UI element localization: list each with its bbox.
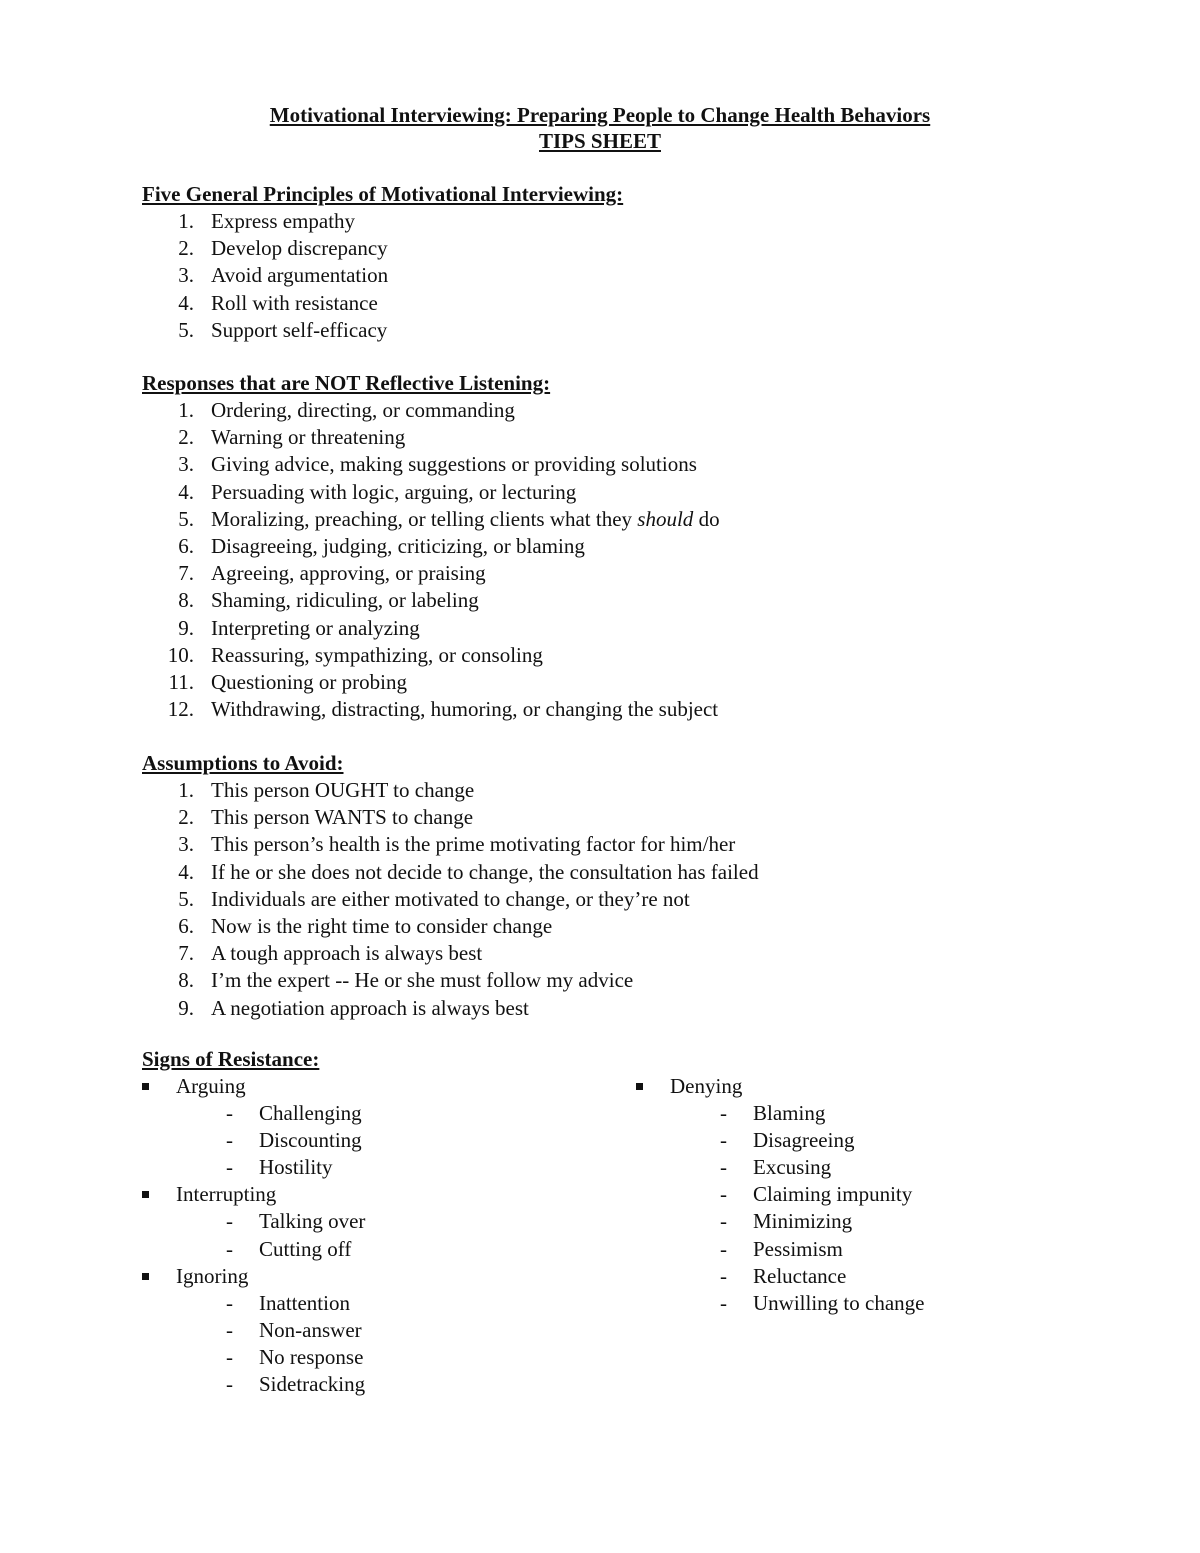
resistance-subitem (636, 1127, 1136, 1154)
list-item-text: Questioning or probing (211, 669, 407, 694)
list-item (142, 587, 1142, 614)
list-item (142, 615, 1142, 642)
list-item-number: 4. (178, 479, 194, 504)
list-item-text: Support self-efficacy (211, 317, 388, 342)
title-line-2: TIPS SHEET (539, 129, 661, 153)
list-item (142, 560, 1142, 587)
principles-section (142, 181, 1142, 344)
list-item-number: 11. (168, 669, 194, 694)
list-item-number: 2. (178, 805, 194, 830)
resistance-subitem-label: Sidetracking (259, 1372, 366, 1397)
resistance-subitem-label: Discounting (259, 1128, 362, 1153)
list-item-text: Agreeing, approving, or praising (211, 561, 486, 586)
list-item-text: This person’s health is the prime motivating factor for him/her (211, 832, 736, 857)
list-item-text: A tough approach is always best (211, 941, 483, 966)
list-item-text: A negotiation approach is always best (211, 995, 529, 1020)
dash-bullet-icon: - (226, 1101, 233, 1126)
resistance-subitem-label: Unwilling to change (753, 1290, 925, 1315)
resistance-sign (142, 1073, 602, 1100)
list-item-text: Interpreting or analyzing (211, 615, 420, 640)
resistance-subitem-label: Excusing (753, 1155, 832, 1180)
dash-bullet-icon: - (720, 1263, 727, 1288)
resistance-sign (142, 1263, 602, 1290)
resistance-subitem (142, 1290, 602, 1317)
resistance-subitem (636, 1181, 1136, 1208)
resistance-subitem-label: Challenging (259, 1101, 362, 1126)
list-item (142, 290, 1142, 317)
dash-bullet-icon: - (720, 1290, 727, 1315)
list-item-text: Reassuring, sympathizing, or consoling (211, 642, 543, 667)
resistance-sign (142, 1181, 602, 1208)
dash-bullet-icon: - (720, 1155, 727, 1180)
list-item-emphasis: should (637, 506, 694, 531)
resistance-subitem-label: Reluctance (753, 1263, 847, 1288)
square-bullet-icon (636, 1083, 643, 1090)
list-item-number: 3. (178, 452, 194, 477)
dash-bullet-icon: - (720, 1182, 727, 1207)
resistance-subitem (636, 1263, 1136, 1290)
list-item-text: I’m the expert -- He or she must follow my advice (211, 968, 634, 993)
dash-bullet-icon: - (226, 1344, 233, 1369)
list-item (142, 642, 1142, 669)
resistance-subitem-label: Disagreeing (753, 1128, 855, 1153)
resistance-sign (636, 1073, 1136, 1100)
list-item-number: 6. (178, 533, 194, 558)
title-line-1: Motivational Interviewing: Preparing People to Change Health Behaviors (269, 103, 931, 127)
resistance-subitem (636, 1100, 1136, 1127)
list-item (142, 831, 1142, 858)
list-item-number: 1. (178, 778, 194, 802)
principles-heading: Five General Principles of Motivational Interviewing: (142, 182, 624, 206)
list-item-text: Withdrawing, distracting, humoring, or changing the subject (211, 697, 719, 722)
list-item (142, 967, 1142, 994)
list-item-text: Roll with resistance (211, 290, 378, 315)
list-item-number: 3. (178, 832, 194, 857)
list-item (142, 262, 1142, 289)
principles-list (142, 208, 1142, 344)
list-item-number: 9. (178, 615, 194, 640)
list-item-number: 1. (178, 398, 194, 422)
resistance-sign-label: Interrupting (176, 1182, 277, 1207)
dash-bullet-icon: - (226, 1128, 233, 1153)
list-item-number: 5. (178, 317, 194, 342)
resistance-subitem (142, 1371, 602, 1398)
list-item (142, 913, 1142, 940)
list-item-text: Individuals are either motivated to change, or they’re not (211, 886, 690, 911)
list-item-text (211, 506, 720, 533)
resistance-sign-label: Arguing (176, 1074, 246, 1098)
list-item-text: Disagreeing, judging, criticizing, or blaming (211, 533, 585, 558)
list-item-number: 1. (178, 209, 194, 233)
resistance-heading: Signs of Resistance: (142, 1047, 320, 1071)
resistance-subitem-label: Hostility (259, 1155, 333, 1180)
square-bullet-icon (142, 1191, 149, 1198)
resistance-subitem-label: Talking over (259, 1209, 366, 1234)
list-item (142, 669, 1142, 696)
list-item-text: Warning or threatening (211, 425, 406, 450)
list-item-number: 9. (178, 995, 194, 1020)
list-item-text: Now is the right time to consider change (211, 913, 553, 938)
list-item-number: 3. (178, 263, 194, 288)
list-item-number: 5. (178, 886, 194, 911)
resistance-subitem (142, 1344, 602, 1371)
list-item (142, 533, 1142, 560)
list-item-text: Giving advice, making suggestions or providing solutions (211, 452, 697, 477)
list-item-number: 4. (178, 290, 194, 315)
resistance-sign-label: Ignoring (176, 1263, 249, 1288)
resistance-subitem-label: Pessimism (753, 1236, 843, 1261)
dash-bullet-icon: - (226, 1372, 233, 1397)
list-item-number: 2. (178, 425, 194, 450)
list-item-text: Shaming, ridiculing, or labeling (211, 588, 479, 613)
resistance-subitem (142, 1127, 602, 1154)
resistance-subitem (142, 1100, 602, 1127)
resistance-subitem-label: Non-answer (259, 1317, 362, 1342)
resistance-sign-label: Denying (670, 1074, 743, 1098)
resistance-subitem-label: Claiming impunity (753, 1182, 913, 1207)
list-item (142, 696, 1142, 723)
resistance-subitem (142, 1317, 602, 1344)
list-item-text: Avoid argumentation (211, 263, 389, 288)
resistance-subitem (142, 1208, 602, 1235)
list-item-number: 12. (167, 697, 194, 722)
dash-bullet-icon: - (720, 1209, 727, 1234)
list-item-number: 5. (178, 506, 194, 531)
resistance-subitem-label: Inattention (259, 1290, 350, 1315)
list-item-text-part: do (693, 506, 720, 531)
document-title (0, 102, 1200, 154)
dash-bullet-icon: - (226, 1290, 233, 1315)
resistance-subitem (636, 1236, 1136, 1263)
not-reflective-heading: Responses that are NOT Reflective Listening: (142, 371, 551, 395)
list-item-text: Ordering, directing, or commanding (211, 398, 515, 422)
not-reflective-section (142, 370, 1142, 723)
assumptions-list (142, 777, 1142, 1022)
list-item (142, 424, 1142, 451)
dash-bullet-icon: - (226, 1236, 233, 1261)
dash-bullet-icon: - (720, 1101, 727, 1126)
list-item (142, 235, 1142, 262)
list-item-text: Express empathy (211, 209, 356, 233)
resistance-subitem-label: Cutting off (259, 1236, 352, 1261)
list-item-number: 7. (178, 941, 194, 966)
list-item-text: Develop discrepancy (211, 236, 388, 261)
resistance-subitem-label: Minimizing (753, 1209, 853, 1234)
list-item-text: This person OUGHT to change (211, 778, 475, 802)
list-item (142, 886, 1142, 913)
list-item (142, 804, 1142, 831)
list-item-number: 8. (178, 968, 194, 993)
list-item-number: 10. (167, 642, 194, 667)
dash-bullet-icon: - (226, 1155, 233, 1180)
resistance-left-column (142, 1073, 602, 1398)
list-item-number: 2. (178, 236, 194, 261)
assumptions-heading: Assumptions to Avoid: (142, 751, 344, 775)
resistance-subitem (142, 1236, 602, 1263)
list-item-text: This person WANTS to change (211, 805, 474, 830)
resistance-subitem-label: No response (259, 1344, 364, 1369)
list-item-text: If he or she does not decide to change, the consultation has failed (211, 859, 759, 884)
list-item (142, 397, 1142, 424)
list-item (142, 940, 1142, 967)
resistance-right-column (636, 1073, 1136, 1317)
list-item-number: 7. (178, 561, 194, 586)
list-item-number: 6. (178, 913, 194, 938)
resistance-subitem-label: Blaming (753, 1101, 826, 1126)
list-item (142, 208, 1142, 235)
dash-bullet-icon: - (226, 1209, 233, 1234)
dash-bullet-icon: - (226, 1317, 233, 1342)
resistance-subitem (636, 1208, 1136, 1235)
square-bullet-icon (142, 1083, 149, 1090)
assumptions-section (142, 750, 1142, 1022)
square-bullet-icon (142, 1273, 149, 1280)
list-item-number: 4. (178, 859, 194, 884)
list-item (142, 995, 1142, 1022)
list-item (142, 859, 1142, 886)
list-item (142, 506, 1142, 533)
resistance-subitem (636, 1290, 1136, 1317)
list-item-text-part: Moralizing, preaching, or telling clients what they (211, 506, 638, 531)
list-item (142, 479, 1142, 506)
resistance-subitem (636, 1154, 1136, 1181)
dash-bullet-icon: - (720, 1236, 727, 1261)
list-item-text: Persuading with logic, arguing, or lecturing (211, 479, 577, 504)
list-item (142, 777, 1142, 804)
list-item (142, 317, 1142, 344)
not-reflective-list (142, 397, 1142, 723)
list-item (142, 451, 1142, 478)
resistance-section (142, 1046, 1142, 1073)
resistance-subitem (142, 1154, 602, 1181)
dash-bullet-icon: - (720, 1128, 727, 1153)
list-item-number: 8. (178, 588, 194, 613)
